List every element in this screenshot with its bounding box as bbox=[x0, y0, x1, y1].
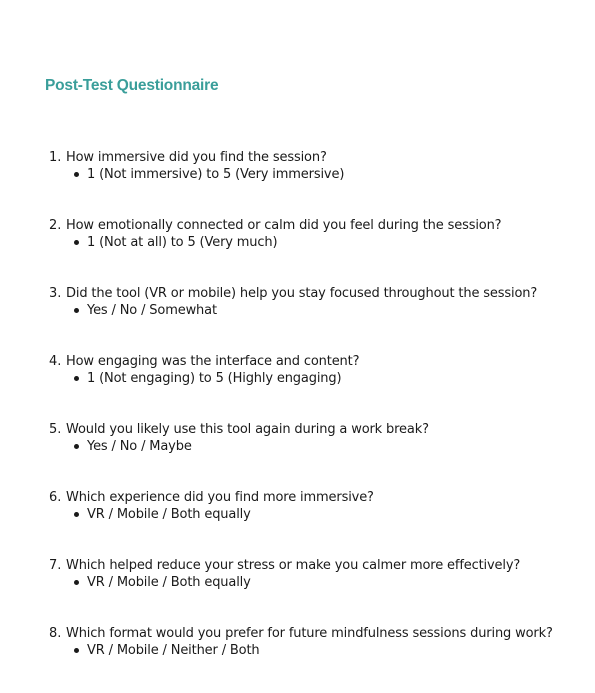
bullet-icon bbox=[74, 172, 79, 177]
bullet-icon bbox=[74, 376, 79, 381]
question-item bbox=[0, 149, 595, 217]
question-number: 4. bbox=[49, 354, 62, 369]
question-number: 7. bbox=[49, 558, 62, 573]
question-item bbox=[0, 421, 595, 489]
bullet-icon bbox=[74, 240, 79, 245]
bullet-icon bbox=[74, 512, 79, 517]
answer-scale: Yes / No / Maybe bbox=[87, 439, 192, 454]
bullet-icon bbox=[74, 648, 79, 653]
answer-scale: 1 (Not engaging) to 5 (Highly engaging) bbox=[87, 371, 342, 386]
question-text: Did the tool (VR or mobile) help you stay focused throughout the session? bbox=[66, 286, 538, 301]
answer-scale: VR / Mobile / Neither / Both bbox=[87, 643, 260, 658]
question-number: 5. bbox=[49, 422, 62, 437]
answer-scale: VR / Mobile / Both equally bbox=[87, 507, 251, 522]
bullet-icon bbox=[74, 580, 79, 585]
answer-scale: 1 (Not at all) to 5 (Very much) bbox=[87, 235, 278, 250]
question-item bbox=[0, 489, 595, 557]
question-number: 8. bbox=[49, 626, 62, 641]
question-text: How immersive did you find the session? bbox=[66, 150, 327, 165]
question-item bbox=[0, 625, 595, 693]
bullet-icon bbox=[74, 308, 79, 313]
question-text: How emotionally connected or calm did you feel during the session? bbox=[66, 218, 502, 233]
question-item bbox=[0, 353, 595, 421]
answer-scale: Yes / No / Somewhat bbox=[87, 303, 217, 318]
question-text: Which helped reduce your stress or make you calmer more effectively? bbox=[66, 558, 521, 573]
question-list bbox=[0, 149, 595, 693]
question-text: Which format would you prefer for future mindfulness sessions during work? bbox=[66, 626, 553, 641]
question-item bbox=[0, 217, 595, 285]
answer-scale: 1 (Not immersive) to 5 (Very immersive) bbox=[87, 167, 345, 182]
question-text: Which experience did you find more immersive? bbox=[66, 490, 374, 505]
question-number: 3. bbox=[49, 286, 62, 301]
question-number: 2. bbox=[49, 218, 62, 233]
question-text: Would you likely use this tool again during a work break? bbox=[66, 422, 429, 437]
answer-scale: VR / Mobile / Both equally bbox=[87, 575, 251, 590]
question-number: 6. bbox=[49, 490, 62, 505]
question-text: How engaging was the interface and content? bbox=[66, 354, 360, 369]
bullet-icon bbox=[74, 444, 79, 449]
page-title: Post-Test Questionnaire bbox=[45, 77, 219, 94]
question-number: 1. bbox=[49, 150, 62, 165]
question-item bbox=[0, 285, 595, 353]
question-item bbox=[0, 557, 595, 625]
